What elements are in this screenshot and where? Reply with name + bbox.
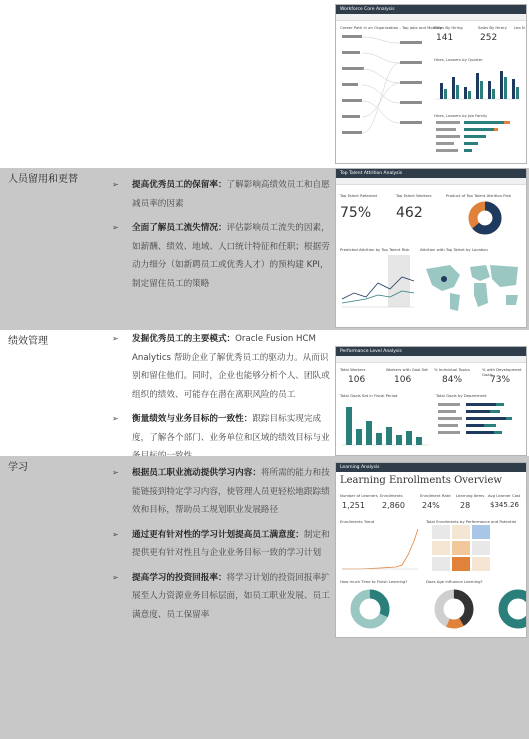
learning-dashboard-screenshot [335,462,527,638]
kpi-label: Enrollments [380,493,403,498]
panel-title: Hires, Leavers by Job Family [434,113,488,118]
bullet-text: 评估影响员工流失的因素，如薪酬、绩效、地域、人口统计特征和任职；根据劳动力细分（如新聘员工或优秀人才）的预构建 KPI，制定留住员工的策略 [132,223,330,289]
dashboard-heading: Learning Enrollments Overview [340,475,502,486]
panel-title: Total Goals by Department [436,393,487,398]
career-path-diagram [340,31,428,153]
bullet-text: 将所需的能力和技能链接到特定学习内容，使管理人员更轻松地跟踪绩效和目标，帮助员工规划职业发展路径 [132,468,330,515]
kpi-value: 73% [490,375,511,385]
dashboard-filter-bar [336,356,526,363]
bullet-heading: 根据员工职业流动提供学习内容： [132,468,261,478]
kpi-value: 462 [396,205,423,221]
kpi-label: Top Talent Retained [340,193,377,198]
arrow-icon: ➢ [112,572,119,582]
bullet-list [112,464,330,630]
dashboard-filter-bar [336,178,526,185]
panel-title: How much Time to Finish Learning? [340,579,408,584]
hires-leavers-jobfamily-chart [434,119,522,155]
kpi-label: Number of Learners [340,493,378,498]
arrow-icon: ➢ [112,529,119,539]
third-donut [496,587,527,631]
time-to-finish-donut [348,587,392,631]
bullet-text: 制定和提供更有针对性且与企业业务目标一致的学习计划 [132,529,330,558]
category-label: 人员留用和更替 [8,174,78,185]
panel-title: Attrition with Top Talent by Location [420,247,488,252]
bullet-text: 跟踪目标实现完成度，了解各个部门、业务单位和区域的绩效目标与业 [132,414,330,443]
workforce-dashboard-screenshot [335,4,527,164]
bullet-item [112,330,330,404]
kpi-label: Lea N [514,25,525,30]
dashboard-title-bar: Performance Level Analysis [336,347,526,356]
goals-set-bar-chart [340,399,430,449]
performance-potential-grid [432,525,492,573]
kpi-value: 84% [442,375,463,385]
kpi-label: Avg Learner Cost [488,493,521,498]
bullet-item [112,526,330,563]
kpi-value: 28 [460,501,471,510]
bullet-text: 了解影响高绩效员工和自愿减员率的因素 [132,180,330,209]
panel-title: Does Age Influence Learning? [426,579,483,584]
kpi-label: Top Talent Workers [396,193,432,198]
kpi-value: $345.26 [490,501,519,509]
dashboard-title-bar: Learning Analysis [336,463,526,472]
bullet-heading: 通过更有针对性的学习计划提高员工满意度： [132,529,304,540]
bullet-heading: 提高优秀员工的保留率： [132,180,227,190]
kpi-value: 141 [436,33,454,43]
panel-title: Career Path in an Organization - Top Jobs and Mobility [340,25,443,30]
bullet-heading: 发掘优秀员工的主要模式： [132,334,236,344]
bullet-item [112,176,330,213]
kpi-label: Sales By Hirery [478,25,507,30]
dashboard-filter-bar [336,14,526,21]
performance-dashboard-screenshot [335,346,527,456]
goals-by-department-chart [436,399,522,449]
kpi-label: Workers with Goal Set [386,367,428,372]
kpi-label: Sales By Hiring [434,25,463,30]
bullet-item [112,219,330,293]
panel-title: Predicted Attrition by Top Talent Risk [340,247,410,252]
category-label: 绩效管理 [8,336,48,347]
arrow-icon: ➢ [112,180,119,189]
arrow-icon: ➢ [112,334,119,343]
category-label: 学习 [8,462,28,473]
bullet-item [112,464,330,520]
bullet-text: 将学习计划的投资回报率扩展至人力资源业务目标层面，如员工职业发展、员工满意度、员工保留率 [132,572,330,620]
section-performance [0,330,529,456]
panel-title: Hires, Leavers by Quarter [434,57,483,62]
kpi-label: Product of Top Talent Attrition Risk [446,193,512,198]
kpi-label: Total Workers [340,367,366,372]
bullet-item [112,569,330,625]
enrollments-trend-chart [340,525,420,573]
bullet-heading: 提高学习的投资回报率： [132,572,227,583]
panel-title: Enrollments Trend [340,519,375,524]
panel-title: Total Goals Set in Fiscal Period [340,393,398,398]
kpi-value: 2,860 [382,501,405,510]
predicted-attrition-line-chart [340,253,416,313]
kpi-value: 24% [422,501,440,510]
attrition-donut-chart [468,201,502,235]
dashboard-title-bar: Top Talent Attrition Analysis [336,169,526,178]
arrow-icon: ➢ [112,223,119,232]
kpi-label: % Individual Topics [434,367,471,372]
kpi-value: 1,251 [342,501,365,510]
section-learning [0,456,529,739]
bullet-heading: 衡量绩效与业务目标的一致性： [132,414,253,424]
section-retention [0,168,529,330]
dashboard-title-bar: Workforce Core Analysis [336,5,526,14]
kpi-label: % with Development Goals [482,367,522,377]
kpi-value: 106 [394,375,412,385]
age-influence-donut [432,587,476,631]
panel-title: Total Enrollments by Performance and Potential [426,519,517,524]
kpi-label: Learning Items [456,493,485,498]
kpi-value: 75% [340,205,372,221]
attrition-dashboard-screenshot [335,168,527,328]
kpi-value: 252 [480,33,498,43]
section-top [0,0,529,168]
arrow-icon: ➢ [112,414,119,423]
kpi-label: Enrollment Rate [420,493,451,498]
kpi-value: 106 [348,375,366,385]
bullet-heading: 全面了解员工流失情况： [132,223,227,233]
bullet-text: Oracle Fusion HCM Analytics 帮助企业了解优秀员工的驱动力。从而识别和留住他们。同时，企业也能够分析个人、团队或组织的绩效、可能存在潜在离职风险的员工 [132,334,330,400]
arrow-icon: ➢ [112,468,119,477]
bullet-list [112,176,330,299]
attrition-location-map [420,255,522,315]
hires-leavers-quarter-chart [434,63,522,103]
